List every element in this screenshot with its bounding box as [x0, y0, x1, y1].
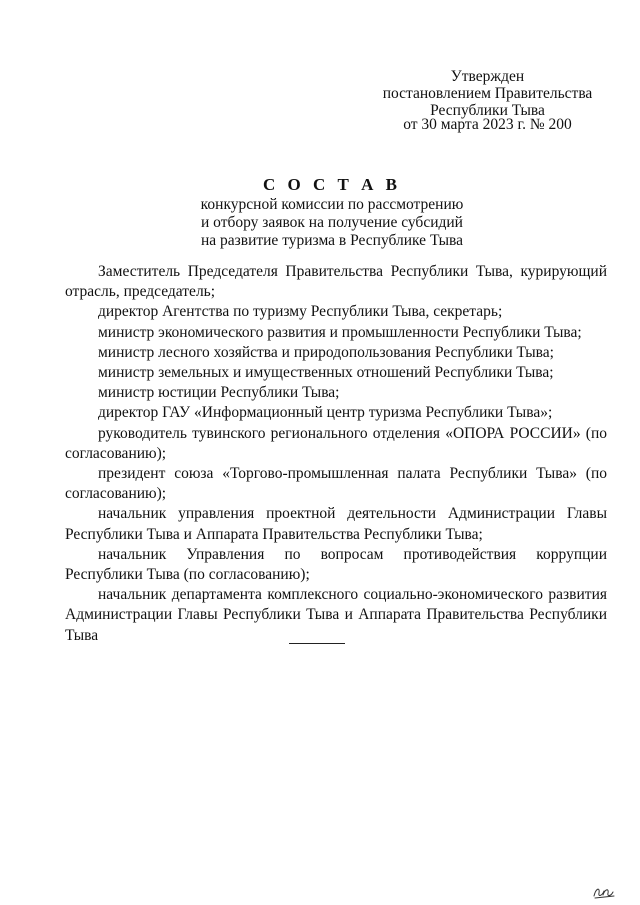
approval-date-number: от 30 марта 2023 г. № 200	[403, 116, 572, 133]
approval-status: Утвержден	[450, 68, 525, 85]
end-divider-line	[289, 643, 345, 644]
member-item: директор ГАУ «Информационный центр туризма Республики Тыва»;	[98, 404, 553, 422]
member-item: президент союза «Торгово-промышленная палата Республики Тыва» (по согласованию);	[65, 465, 607, 503]
heading-subtitle-line-1: конкурсной комиссии по рассмотрению	[200, 196, 464, 213]
member-item: начальник департамента комплексного социально-экономического развития Администрации Главы Республики Тыва и Аппарата Правительства Республики Тыва	[65, 586, 607, 644]
member-item: Заместитель Председателя Правительства Республики Тыва, курирующий отрасль, председатель;	[65, 263, 607, 301]
approval-issuer: постановлением Правительства	[382, 85, 593, 102]
document-title: С О С Т А В	[263, 175, 401, 194]
commission-member-list	[65, 262, 607, 646]
member-item: министр земельных и имущественных отношений Республики Тыва;	[98, 364, 554, 382]
member-item: министр экономического развития и промышленности Республики Тыва;	[98, 323, 582, 341]
member-item: министр юстиции Республики Тыва;	[98, 384, 340, 402]
member-item: руководитель тувинского регионального отделения «ОПОРА РОССИИ» (по согласованию);	[65, 424, 607, 462]
approval-issuer-region: Республики Тыва	[430, 102, 545, 119]
handwritten-mark	[590, 884, 620, 900]
member-item: министр лесного хозяйства и природопользования Республики Тыва;	[98, 343, 554, 361]
member-item: начальник управления проектной деятельности Администрации Главы Республики Тыва и Аппарата Правительства Республики Тыва;	[65, 505, 607, 543]
approval-block	[380, 68, 595, 133]
document-heading	[160, 175, 504, 250]
member-item: начальник Управления по вопросам противодействия коррупции Республики Тыва (по согласованию);	[65, 545, 607, 584]
heading-subtitle-line-3: на развитие туризма в Республике Тыва	[200, 232, 464, 249]
member-item: директор Агентства по туризму Республики Тыва, секретарь;	[98, 303, 503, 321]
heading-subtitle-line-2: и отбору заявок на получение субсидий	[201, 214, 463, 231]
